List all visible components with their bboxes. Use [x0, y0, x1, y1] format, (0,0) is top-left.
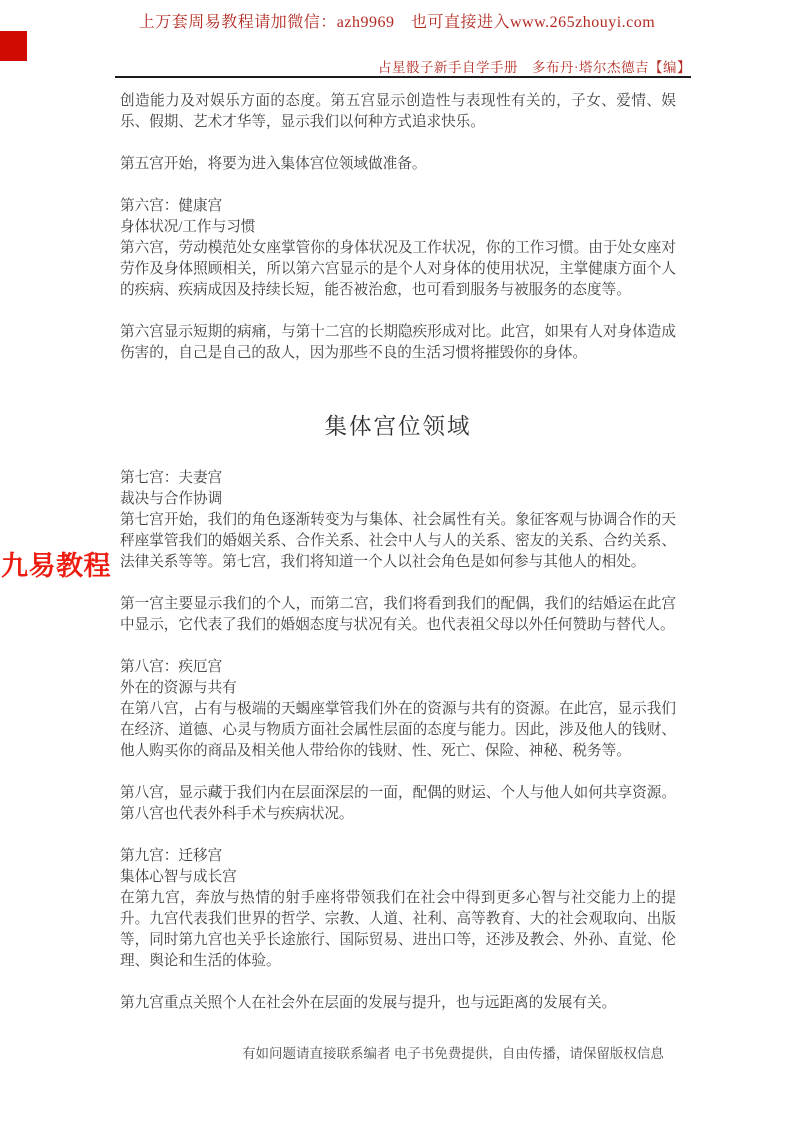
house-body: 在第八宫，占有与极端的天蝎座掌管我们外在的资源与共有的资源。在此宫，显示我们在经济、道德、心灵与物质方面社会属性层面的态度与能力。因此，涉及他人的钱财、他人购买你的商品及相关他人带给你的钱财、性、死亡、保险、神秘、税务等。	[120, 701, 676, 759]
header-rule	[115, 76, 691, 78]
house-title: 第八宫：疾厄宫	[120, 659, 223, 675]
house-subtitle: 集体心智与成长宫	[120, 869, 237, 885]
paragraph: 第九宫重点关照个人在社会外在层面的发展与提升，也与远距离的发展有关。	[120, 995, 617, 1011]
house-section-7	[120, 468, 676, 573]
house-subtitle: 外在的资源与共有	[120, 680, 237, 696]
book-byline: 占星骰子新手自学手册 多布丹·塔尔杰德吉【编】	[378, 60, 691, 75]
paragraph: 第一宫主要显示我们的个人，而第二宫，我们将看到我们的配偶，我们的结婚运在此宫中显示，它代表了我们的婚姻态度与状况有关。也代表祖父母以外任何赞助与替代人。	[120, 596, 676, 633]
house-body: 在第九宫，奔放与热情的射手座将带领我们在社会中得到更多心智与社交能力上的提升。九宫代表我们世界的哲学、宗教、人道、社利、高等教育、大的社会观取向、出版等，同时第九宫也关乎长途旅行、国际贸易、进出口等，还涉及教会、外孙、直觉、伦理、舆论和生活的体验。	[120, 890, 676, 969]
house-section-6	[120, 196, 676, 301]
section-heading: 集体宫位领域	[324, 414, 472, 439]
promo-header-text: 上万套周易教程请加微信：azh9969 也可直接进入www.265zhouyi.com	[138, 14, 656, 31]
house-title: 第六宫：健康宫	[120, 198, 223, 214]
page-footer: 有如问题请直接联系编者 电子书免费提供，自由传播，请保留版权信息	[242, 1046, 664, 1061]
house-body: 第七宫开始，我们的角色逐渐转变为与集体、社会属性有关。象征客观与协调合作的天秤座掌管我们的婚姻关系、合作关系、社会中人与人的关系、密友的关系、合约关系、法律关系等等。第七宫，我们将知道一个人以社会角色是如何参与其他人的相处。	[120, 512, 676, 570]
corner-red-square	[0, 31, 27, 61]
paragraph: 第六宫显示短期的病痛，与第十二宫的长期隐疾形成对比。此宫，如果有人对身体造成伤害的，自己是自己的敌人，因为那些不良的生活习惯将摧毁你的身体。	[120, 324, 676, 361]
house-section-8	[120, 657, 676, 762]
house-section-9	[120, 846, 676, 972]
house-subtitle: 裁决与合作协调	[120, 491, 223, 507]
paragraph: 创造能力及对娱乐方面的态度。第五宫显示创造性与表现性有关的，子女、爱情、娱乐、假期、艺术才华等，显示我们以何种方式追求快乐。	[120, 93, 676, 130]
house-title: 第七宫：夫妻宫	[120, 470, 223, 486]
body-content	[120, 91, 676, 1014]
house-subtitle: 身体状况/工作与习惯	[120, 219, 256, 235]
house-title: 第九宫：迁移宫	[120, 848, 223, 864]
paragraph: 第八宫，显示藏于我们内在层面深层的一面，配偶的财运、个人与他人如何共享资源。第八宫也代表外科手术与疾病状况。	[120, 785, 676, 822]
house-body: 第六宫，劳动模范处女座掌管你的身体状况及工作状况，你的工作习惯。由于处女座对劳作及身体照顾相关，所以第六宫显示的是个人对身体的使用状况，主掌健康方面个人的疾病、疾病成因及持续长短，能否被治愈，也可看到服务与被服务的态度等。	[120, 240, 676, 298]
paragraph: 第五宫开始，将要为进入集体宫位领域做准备。	[120, 156, 427, 172]
watermark-text: 九易教程	[1, 551, 111, 581]
